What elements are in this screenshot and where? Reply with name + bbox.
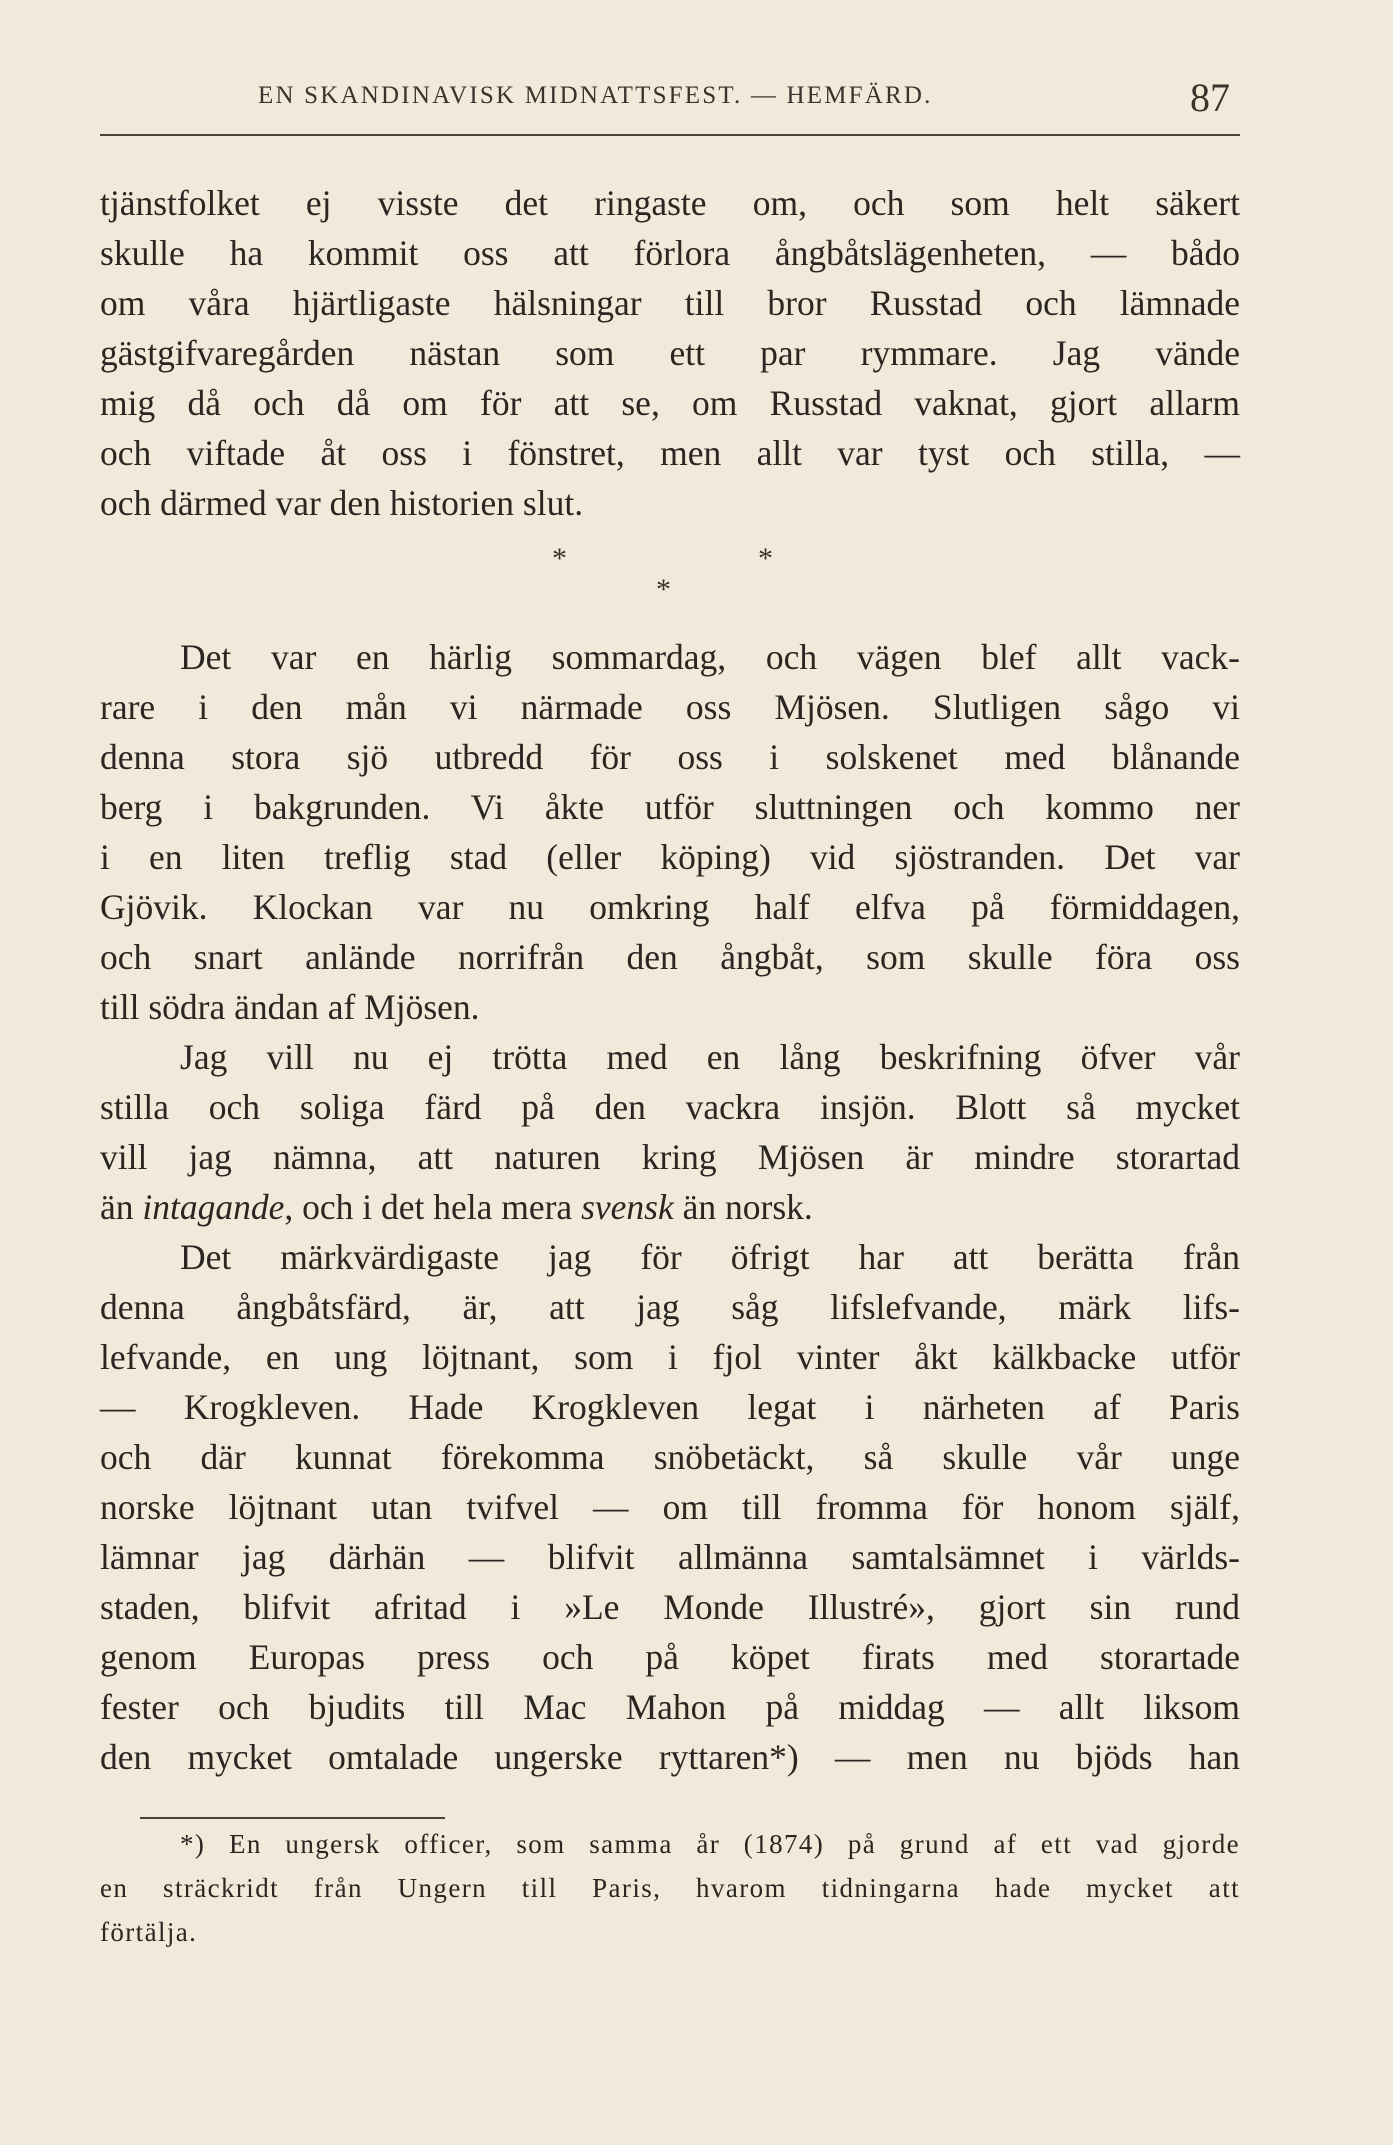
body-line: den mycket omtalade ungerske ryttaren*) — men nu bjöds han (100, 1737, 1240, 1777)
body-line: lefvande, en ung löjtnant, som i fjol vinter åkt kälkbacke utför (100, 1337, 1240, 1377)
body-line: till södra ändan af Mjösen. (100, 987, 480, 1027)
body-line: om våra hjärtligaste hälsningar till bror Russtad och lämnade (100, 283, 1240, 323)
body-line: rare i den mån vi närmade oss Mjösen. Slutligen sågo vi (100, 687, 1240, 727)
body-line: och därmed var den historien slut. (100, 483, 584, 523)
body-line: Det var en härlig sommardag, och vägen blef allt vack- (180, 637, 1240, 677)
italic-word: intagande (142, 1187, 285, 1227)
body-line: i en liten treflig stad (eller köping) vid sjöstranden. Det var (100, 837, 1240, 877)
body-line: gästgifvaregården nästan som ett par rymmare. Jag vände (100, 333, 1240, 373)
footnote-line: en sträckridt från Ungern till Paris, hvarom tidningarna hade mycket att (100, 1873, 1240, 1903)
body-line: och snart anlände norrifrån den ångbåt, som skulle föra oss (100, 937, 1240, 977)
header-rule (100, 134, 1240, 136)
body-line: än intagande, och i det hela mera svensk än norsk. (100, 1187, 813, 1227)
body-line: staden, blifvit afritad i »Le Monde Illustré», gjort sin rund (100, 1587, 1240, 1627)
body-line: skulle ha kommit oss att förlora ångbåtslägenheten, — bådo (100, 233, 1240, 273)
running-title: EN SKANDINAVISK MIDNATTSFEST. — HEMFÄRD. (258, 82, 933, 109)
footnote-rule (140, 1817, 445, 1819)
body-line: tjänstfolket ej visste det ringaste om, och som helt säkert (100, 183, 1240, 223)
body-line: Jag vill nu ej trötta med en lång beskrifning öfver vår (180, 1037, 1240, 1077)
body-line: Det märkvärdigaste jag för öfrigt har att berätta från (180, 1237, 1240, 1277)
body-line: och viftade åt oss i fönstret, men allt var tyst och stilla, — (100, 433, 1240, 473)
body-line: denna stora sjö utbredd för oss i solskenet med blånande (100, 737, 1240, 777)
body-line: lämnar jag därhän — blifvit allmänna samtalsämnet i världs- (100, 1537, 1240, 1577)
running-head (100, 75, 1240, 120)
footnote-line: förtälja. (100, 1917, 198, 1947)
footnote-line: *) En ungersk officer, som samma år (1874) på grund af ett vad gjorde (180, 1829, 1240, 1859)
body-line: norske löjtnant utan tvifvel — om till fromma för honom själf, (100, 1487, 1240, 1527)
book-page: EN SKANDINAVISK MIDNATTSFEST. — HEMFÄRD. 87 tjänstfolket ej visste det ringaste om, och som helt säkert skulle ha kommit oss att förlora ångbåtslägenheten, — bådo om våra hjärtligaste hälsningar till bror Russtad och lämnade gästgifvaregården nästan som ett par rymmare. Jag vände mig då och då om för att se, om Russtad vaknat, gjort allarm och viftade åt oss i fönstret, men allt var tyst och stilla, — och därmed var den historien slut. * * * Det var en härlig sommardag, och vägen blef allt vack- rare i den mån vi närmade oss Mjösen. Slutligen sågo vi denna stora sjö utbredd för oss i solskenet med blånande berg i bakgrunden. Vi åkte utför sluttningen och kommo ner i en liten treflig stad (eller köping) vid sjöstranden. Det var Gjövik. Klockan var nu omkring half elfva på förmiddagen, och snart anlände norrifrån den ångbåt, som skulle föra oss till södra ändan af Mjösen. Jag vill nu ej trötta med en lång beskrifning öfver vår stilla och soliga färd på den vackra insjön. Blott så mycket vill jag nämna, att naturen kring Mjösen är mindre storartad än intagande, och i det hela mera svensk än norsk. Det märkvärdigaste jag för öfrigt har att berätta från denna ångbåtsfärd, är, att jag såg lifslefvande, märk lifs- lefvande, en ung löjtnant, som i fjol vinter åkt kälkbacke utför — Krogkleven. Hade Krogkleven legat i närheten af Paris och där kunnat förekomma snöbetäckt, så skulle vår unge norske löjtnant utan tvifvel — om till fromma för honom själf, lämnar jag därhän — blifvit allmänna samtalsämnet i världs- staden, blifvit afritad i »Le Monde Illustré», gjort sin rund genom Europas press och på köpet firats med storartade fester och bjudits till Mac Mahon på middag — allt liksom den mycket omtalade ungerske ryttaren*) — men nu bjöds han *) En ungersk officer, som samma år (1874) på grund af ett vad gjorde en sträckridt från Ungern till Paris, hvarom tidningarna hade mycket att förtälja. (0, 0, 1393, 2145)
body-line: och där kunnat förekomma snöbetäckt, så skulle vår unge (100, 1437, 1240, 1477)
italic-word: svensk (581, 1187, 674, 1227)
body-line: mig då och då om för att se, om Russtad vaknat, gjort allarm (100, 383, 1240, 423)
body-line: Gjövik. Klockan var nu omkring half elfva på förmiddagen, (100, 887, 1240, 927)
body-line: — Krogkleven. Hade Krogkleven legat i närheten af Paris (100, 1387, 1240, 1427)
body-line: berg i bakgrunden. Vi åkte utför sluttningen och kommo ner (100, 787, 1240, 827)
body-line: denna ångbåtsfärd, är, att jag såg lifslefvande, märk lifs- (100, 1287, 1240, 1327)
body-line: stilla och soliga färd på den vackra insjön. Blott så mycket (100, 1087, 1240, 1127)
body-line: genom Europas press och på köpet firats med storartade (100, 1637, 1240, 1677)
page-number: 87 (1190, 75, 1230, 120)
body-line: fester och bjudits till Mac Mahon på middag — allt liksom (100, 1687, 1240, 1727)
body-line: vill jag nämna, att naturen kring Mjösen är mindre storartad (100, 1137, 1240, 1177)
